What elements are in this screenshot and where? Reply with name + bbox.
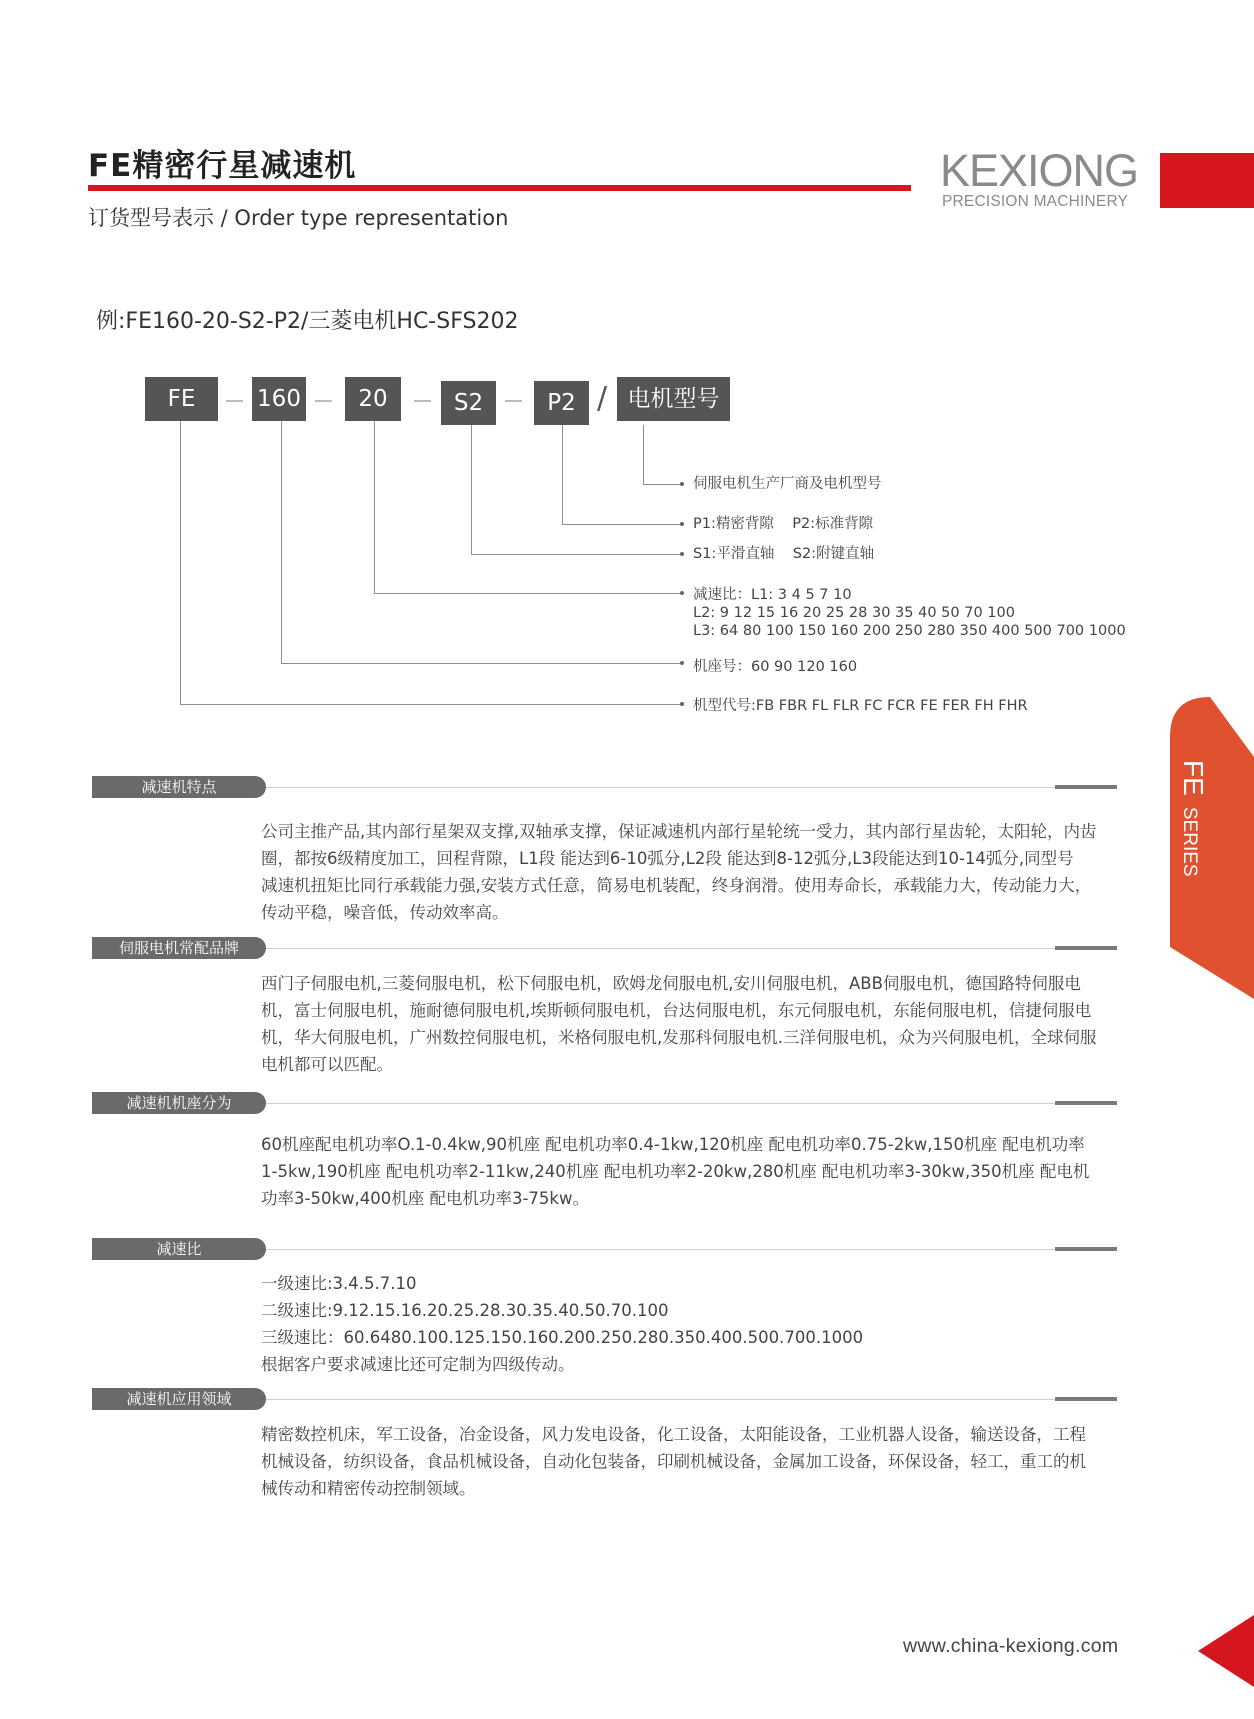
bullet-dot <box>680 661 684 665</box>
section-divider-bar <box>1055 946 1117 950</box>
connector-line <box>562 425 563 525</box>
connector-line <box>643 425 644 485</box>
order-example: 例:FE160-20-S2-P2/三菱电机HC-SFS202 <box>96 309 519 334</box>
text-line: 1-5kw,190机座 配电机功率2-11kw,240机座 配电机功率2-20kw,280机座 配电机功率3-30kw,350机座 配电机 <box>261 1162 1090 1181</box>
code-box-frame: 160 <box>252 377 306 421</box>
connector-line <box>562 524 681 525</box>
code-box-ratio: 20 <box>345 377 401 421</box>
text-line: 机，华大伺服电机，广州数控伺服电机，米格伺服电机,发那科伺服电机.三洋伺服电机，众为兴伺服电机，全球伺服 <box>261 1028 1097 1047</box>
section-divider <box>266 787 1117 788</box>
page-title: FE精密行星减速机 <box>88 148 357 184</box>
code-dash <box>414 400 431 402</box>
brand-logo-text: KEXIONG <box>940 145 1139 196</box>
code-slash: / <box>597 381 608 416</box>
brand-tagline: PRECISION MACHINERY <box>942 193 1129 210</box>
section-divider-bar <box>1055 1397 1117 1401</box>
code-dash <box>315 400 332 402</box>
desc-ratio-l3: L3: 64 80 100 150 160 200 250 280 350 400 500 700 1000 <box>693 623 1126 639</box>
section-label-features: 减速机特点 <box>92 776 266 798</box>
text-line: 精密数控机床，军工设备，冶金设备，风力发电设备，化工设备，太阳能设备，工业机器人设备，输送设备，工程 <box>261 1425 1086 1444</box>
bullet-dot <box>680 522 684 526</box>
connector-line <box>471 554 681 555</box>
section-label-frames: 减速机机座分为 <box>92 1092 266 1114</box>
text-line: 西门子伺服电机,三菱伺服电机，松下伺服电机，欧姆龙伺服电机,安川伺服电机，ABB伺服电机，德国路特伺服电 <box>261 974 1081 993</box>
desc-model: 机型代号:FB FBR FL FLR FC FCR FE FER FH FHR <box>693 698 1028 714</box>
bullet-dot <box>680 591 684 595</box>
connector-line <box>471 425 472 555</box>
section-label-applications: 减速机应用领域 <box>92 1388 266 1410</box>
section-divider <box>266 1399 1117 1400</box>
connector-line <box>374 421 375 594</box>
bullet-dot <box>680 702 684 706</box>
section-divider <box>266 948 1117 949</box>
desc-frame: 机座号：60 90 120 160 <box>693 659 858 675</box>
code-dash <box>226 400 243 402</box>
connector-line <box>374 593 681 594</box>
desc-motor: 伺服电机生产厂商及电机型号 <box>693 476 882 492</box>
text-line: 根据客户要求减速比还可定制为四级传动。 <box>261 1355 575 1374</box>
bullet-dot <box>680 482 684 486</box>
section-text-frames <box>261 1131 1121 1212</box>
code-box-motor: 电机型号 <box>617 377 730 421</box>
section-text-ratios <box>261 1270 1121 1378</box>
text-line: 二级速比:9.12.15.16.20.25.28.30.35.40.50.70.100 <box>261 1301 669 1320</box>
connector-line <box>281 421 282 664</box>
footer-url: www.china-kexiong.com <box>903 1635 1119 1657</box>
page-corner-arrow-icon <box>1198 1615 1254 1687</box>
text-line: 功率3-50kw,400机座 配电机功率3-75kw。 <box>261 1189 589 1208</box>
connector-line <box>281 663 681 664</box>
section-divider-bar <box>1055 785 1117 789</box>
text-line: 60机座配电机功率O.1-0.4kw,90机座 配电机功率0.4-1kw,120机座 配电机功率0.75-2kw,150机座 配电机功率 <box>261 1135 1085 1154</box>
code-dash <box>505 400 522 402</box>
section-label-motor-brands: 伺服电机常配品牌 <box>92 937 266 959</box>
text-line: 减速机扭矩比同行承载能力强,安装方式任意，简易电机装配，终身润滑。使用寿命长，承载能力大，传动能力大， <box>261 876 1092 895</box>
code-box-backlash: P2 <box>534 381 589 425</box>
side-series-code: FE <box>1178 760 1209 796</box>
desc-ratio-l1: 减速比：L1: 3 4 5 7 10 <box>693 587 852 603</box>
desc-shaft: S1:平滑直轴 S2:附键直轴 <box>693 546 875 562</box>
section-divider <box>266 1249 1117 1250</box>
text-line: 械传动和精密传动控制领域。 <box>261 1479 476 1498</box>
bullet-dot <box>680 552 684 556</box>
text-line: 公司主推产品,其内部行星架双支撑,双轴承支撑，保证减速机内部行星轮统一受力，其内部行星齿轮，太阳轮，内齿 <box>261 822 1097 841</box>
series-side-label <box>1175 760 1215 900</box>
text-line: 机，富士伺服电机，施耐德伺服电机,埃斯顿伺服电机，台达伺服电机，东元伺服电机，东能伺服电机，信捷伺服电 <box>261 1001 1092 1020</box>
section-divider <box>266 1103 1117 1104</box>
text-line: 传动平稳，噪音低，传动效率高。 <box>261 903 509 922</box>
text-line: 机械设备，纺织设备，食品机械设备，自动化包装备，印刷机械设备，金属加工设备，环保设备，轻工，重工的机 <box>261 1452 1086 1471</box>
section-divider-bar <box>1055 1101 1117 1105</box>
code-box-shaft: S2 <box>441 381 496 425</box>
section-label-ratios: 减速比 <box>92 1238 266 1260</box>
section-text-features <box>261 818 1121 926</box>
text-line: 三级速比：60.6480.100.125.150.160.200.250.280.350.400.500.700.1000 <box>261 1328 864 1347</box>
text-line: 圈，都按6级精度加工，回程背隙，L1段 能达到6-10弧分,L2段 能达到8-12弧分,L3段能达到10-14弧分,同型号 <box>261 849 1074 868</box>
text-line: 电机都可以匹配。 <box>261 1055 393 1074</box>
section-text-applications <box>261 1421 1121 1502</box>
connector-line <box>180 704 681 705</box>
brand-accent-block <box>1160 153 1254 208</box>
code-box-model: FE <box>145 377 218 421</box>
connector-line <box>643 484 681 485</box>
page-subtitle: 订货型号表示 / Order type representation <box>88 206 509 230</box>
section-divider-bar <box>1055 1247 1117 1251</box>
title-rule <box>88 185 911 191</box>
section-text-motor-brands <box>261 970 1121 1078</box>
side-series-word: SERIES <box>1179 806 1200 877</box>
desc-backlash: P1:精密背隙 P2:标准背隙 <box>693 516 874 532</box>
text-line: 一级速比:3.4.5.7.10 <box>261 1274 417 1293</box>
desc-ratio-l2: L2: 9 12 15 16 20 25 28 30 35 40 50 70 100 <box>693 605 1015 621</box>
connector-line <box>180 421 181 705</box>
